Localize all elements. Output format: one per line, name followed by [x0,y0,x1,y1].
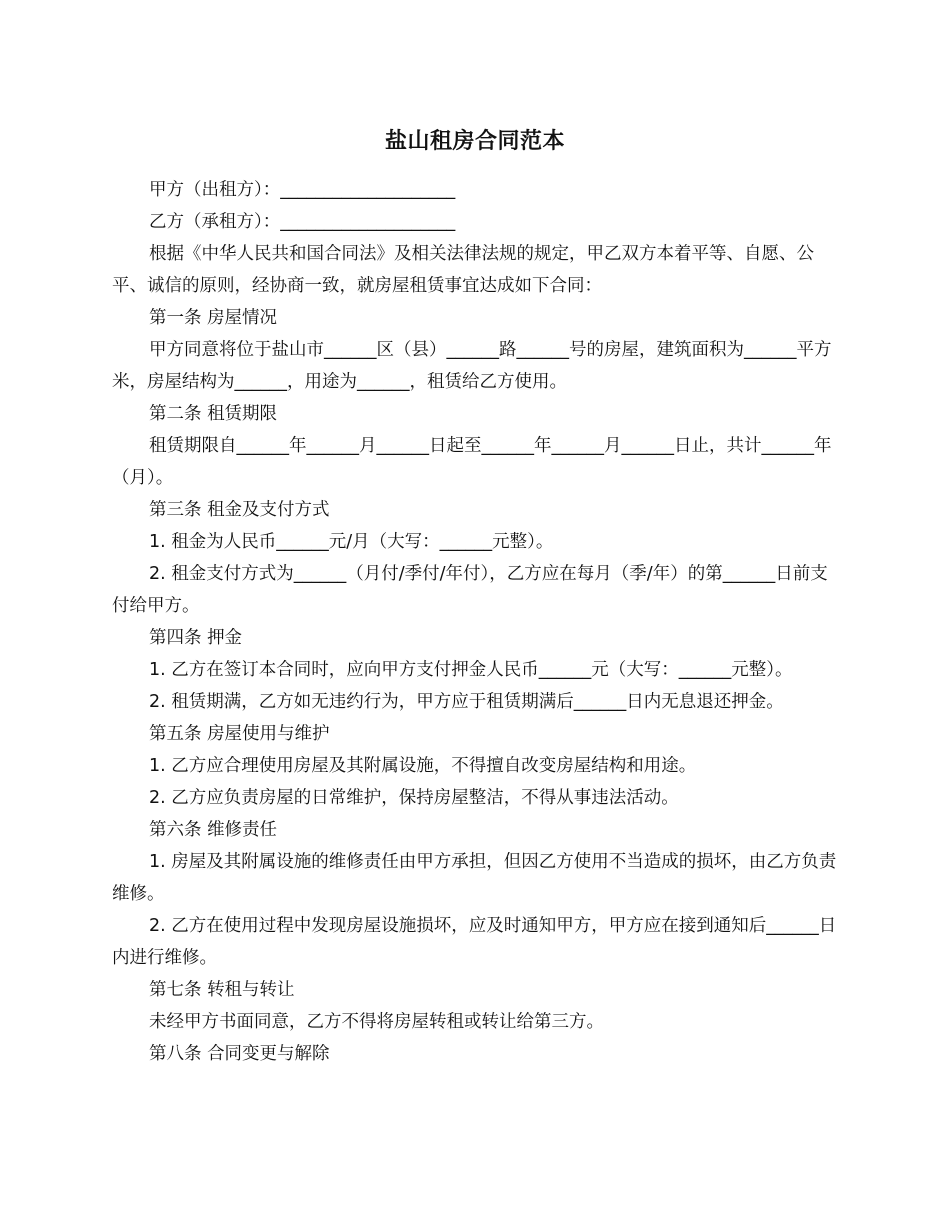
article-3-heading: 第三条 租金及支付方式 [149,500,330,520]
article-1-heading: 第一条 房屋情况 [149,308,278,328]
article-6-heading: 第六条 维修责任 [149,820,278,840]
article-5-item-1: 1. 乙方应合理使用房屋及其附属设施，不得擅自改变房屋结构和用途。 [149,756,697,776]
article-6-item-1: 1. 房屋及其附属设施的维修责任由甲方承担，但因乙方使用不当造成的损坏，由乙方负责维修。 [112,852,837,904]
article-2-heading: 第二条 租赁期限 [149,404,278,424]
article-7-text: 未经甲方书面同意，乙方不得将房屋转租或转让给第三方。 [149,1012,604,1032]
article-4-item-1: 1. 乙方在签订本合同时，应向甲方支付押金人民币______元（大写：______元整）。 [149,660,793,680]
party-a-line: 甲方（出租方）：____________________ [149,180,456,200]
article-6-item-2: 2. 乙方在使用过程中发现房屋设施损坏，应及时通知甲方，甲方应在接到通知后______日内进行维修。 [112,916,837,968]
article-7-heading: 第七条 转租与转让 [149,980,295,1000]
document-body [112,174,837,1070]
article-3-item-1: 1. 租金为人民币______元/月（大写：______元整）。 [149,532,554,552]
preamble-paragraph: 根据《中华人民共和国合同法》及相关法律法规的规定，甲乙双方本着平等、自愿、公平、诚信的原则，经协商一致，就房屋租赁事宜达成如下合同： [112,244,814,296]
article-5-item-2: 2. 乙方应负责房屋的日常维护，保持房屋整洁，不得从事违法活动。 [149,788,679,808]
article-3-item-2: 2. 租金支付方式为______（月付/季付/年付），乙方应在每月（季/年）的第______日前支付给甲方。 [112,564,828,616]
article-8-heading: 第八条 合同变更与解除 [149,1044,330,1064]
article-4-item-2: 2. 租赁期满，乙方如无违约行为，甲方应于租赁期满后______日内无息退还押金。 [149,692,784,712]
document-title: 盐山租房合同范本 [384,129,565,154]
article-5-heading: 第五条 房屋使用与维护 [149,724,330,744]
article-2-text: 租赁期限自______年______月______日起至______年______月______日止，共计______年（月）。 [112,436,832,488]
article-4-heading: 第四条 押金 [149,628,243,648]
article-1-text: 甲方同意将位于盐山市______区（县）______路______号的房屋，建筑面积为______平方米，房屋结构为______，用途为______，租赁给乙方使用。 [112,340,832,392]
party-b-line: 乙方（承租方）：____________________ [149,212,456,232]
